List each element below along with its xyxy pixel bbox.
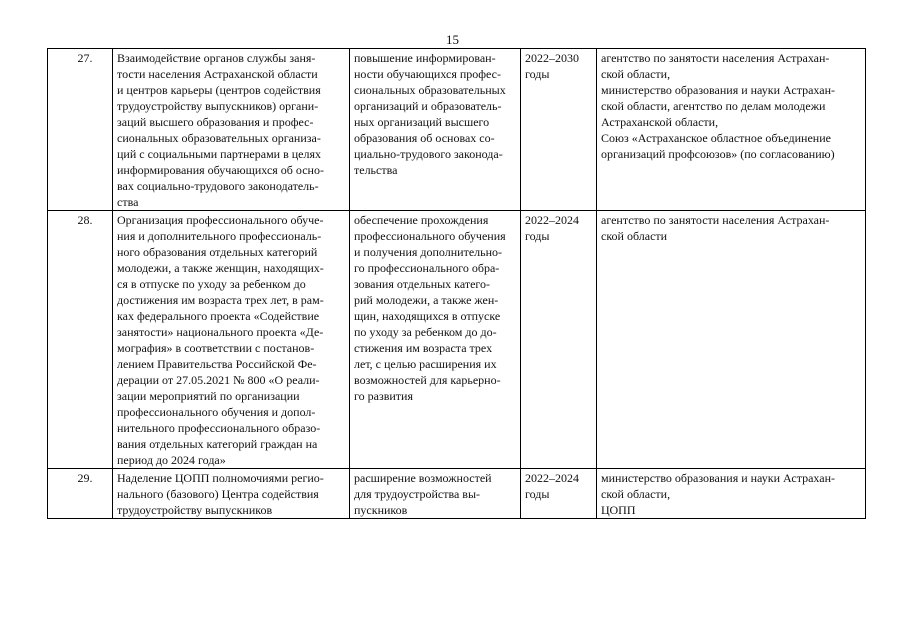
event-cell-line: ния и дополнительного профессиональ-: [117, 229, 322, 243]
event-cell: [113, 211, 350, 469]
event-cell-line: профессионального обучения и допол-: [117, 405, 316, 419]
result-cell-line: лет, с целью расширения их: [354, 357, 497, 371]
result-cell-line: тельства: [354, 163, 398, 177]
result-cell-line: повышение информирован-: [354, 51, 496, 65]
row-number-cell: [48, 469, 113, 519]
event-cell-line: Наделение ЦОПП полномочиями регио-: [117, 471, 324, 485]
event-cell-line: лением Правительства Российской Фе-: [117, 357, 317, 371]
event-cell-line: ного образования отдельных категорий: [117, 245, 318, 259]
responsible-cell-line: агентство по занятости населения Астрахан-: [601, 51, 830, 65]
event-cell-line: ся в отпуске по уходу за ребенком до: [117, 277, 306, 291]
event-cell-line: нительного профессионального образо-: [117, 421, 321, 435]
period-cell-line: годы: [525, 229, 550, 243]
result-cell-line: по уходу за ребенком до до-: [354, 325, 497, 339]
event-cell-line: информирования обучающихся об осно-: [117, 163, 324, 177]
responsible-cell-line: министерство образования и науки Астрахан-: [601, 471, 836, 485]
event-cell-line: занятости» национального проекта «Де-: [117, 325, 324, 339]
result-cell-line: организаций и образователь-: [354, 99, 502, 113]
result-cell-line: зования отдельных катего-: [354, 277, 491, 291]
event-cell: [113, 49, 350, 211]
event-cell-line: сиональных образовательных организа-: [117, 131, 321, 145]
period-cell-line: годы: [525, 67, 550, 81]
responsible-cell-line: ской области,: [601, 67, 671, 81]
event-cell-line: Организация профессионального обуче-: [117, 213, 324, 227]
result-cell: [350, 469, 521, 519]
responsible-cell-line: Астраханской области,: [601, 115, 719, 129]
event-cell-line: ства: [117, 195, 139, 209]
result-cell-line: и получения дополнительно-: [354, 245, 503, 259]
row-number-cell: [48, 49, 113, 211]
row-number: 29.: [77, 471, 93, 485]
page-number: 15: [446, 32, 459, 47]
responsible-cell-line: организаций профсоюзов» (по согласованию): [601, 147, 835, 161]
result-cell-line: профессионального обучения: [354, 229, 506, 243]
event-cell-line: ций с социальными партнерами в целях: [117, 147, 321, 161]
event-cell-line: нального (базового) Центра содействия: [117, 487, 319, 501]
result-cell-line: го профессионального обра-: [354, 261, 500, 275]
responsible-cell-line: Союз «Астраханское областное объединение: [601, 131, 831, 145]
period-cell-line: 2022–2024: [525, 471, 579, 485]
event-cell-line: мография» в соответствии с постанов-: [117, 341, 315, 355]
event-cell-line: трудоустройству выпускников: [117, 503, 273, 517]
table-row: [48, 49, 866, 211]
event-cell-line: вания отдельных категорий граждан на: [117, 437, 318, 451]
event-cell-line: дерации от 27.05.2021 № 800 «О реали-: [117, 373, 320, 387]
event-cell-line: вах социально-трудового законодатель-: [117, 179, 319, 193]
table-row: [48, 211, 866, 469]
event-cell-line: период до 2024 года»: [117, 453, 226, 467]
result-cell: [350, 211, 521, 469]
event-cell-line: тости населения Астраханской области: [117, 67, 318, 81]
period-cell-line: 2022–2024: [525, 213, 579, 227]
result-cell-line: стижения им возраста трех: [354, 341, 493, 355]
event-cell-line: ках федерального проекта «Содействие: [117, 309, 320, 323]
result-cell-line: го развития: [354, 389, 413, 403]
event-cell-line: достижения им возраста трех лет, в рам-: [117, 293, 324, 307]
responsible-cell: [597, 211, 866, 469]
responsible-cell-line: ской области, агентство по делам молодежи: [601, 99, 826, 113]
responsible-cell-line: ской области: [601, 229, 668, 243]
measures-table: [47, 48, 866, 519]
row-number: 27.: [77, 51, 93, 65]
result-cell-line: образования об основах со-: [354, 131, 495, 145]
responsible-cell-line: агентство по занятости населения Астрахан-: [601, 213, 830, 227]
result-cell: [350, 49, 521, 211]
responsible-cell: [597, 49, 866, 211]
result-cell-line: для трудоустройства вы-: [354, 487, 481, 501]
result-cell-line: циально-трудового законода-: [354, 147, 503, 161]
event-cell-line: Взаимодействие органов службы заня-: [117, 51, 316, 65]
event-cell-line: молодежи, а также женщин, находящих-: [117, 261, 324, 275]
table-row: [48, 469, 866, 519]
event-cell-line: и центров карьеры (центров содействия: [117, 83, 321, 97]
period-cell-line: годы: [525, 487, 550, 501]
period-cell: [521, 49, 597, 211]
responsible-cell-line: ской области,: [601, 487, 671, 501]
period-cell: [521, 211, 597, 469]
row-number: 28.: [77, 213, 93, 227]
responsible-cell: [597, 469, 866, 519]
result-cell-line: ности обучающихся профес-: [354, 67, 501, 81]
table-body: [48, 49, 866, 519]
event-cell-line: трудоустройству выпускников) органи-: [117, 99, 319, 113]
responsible-cell-line: министерство образования и науки Астрахан-: [601, 83, 836, 97]
event-cell-line: зации мероприятий по организации: [117, 389, 300, 403]
result-cell-line: обеспечение прохождения: [354, 213, 489, 227]
result-cell-line: пускников: [354, 503, 408, 517]
responsible-cell-line: ЦОПП: [601, 503, 636, 517]
result-cell-line: щин, находящихся в отпуске: [354, 309, 501, 323]
event-cell: [113, 469, 350, 519]
result-cell-line: расширение возможностей: [354, 471, 492, 485]
result-cell-line: рий молодежи, а также жен-: [354, 293, 499, 307]
result-cell-line: ных организаций высшего: [354, 115, 490, 129]
result-cell-line: возможностей для карьерно-: [354, 373, 501, 387]
period-cell: [521, 469, 597, 519]
period-cell-line: 2022–2030: [525, 51, 579, 65]
row-number-cell: [48, 211, 113, 469]
result-cell-line: сиональных образовательных: [354, 83, 506, 97]
event-cell-line: заций высшего образования и профес-: [117, 115, 314, 129]
